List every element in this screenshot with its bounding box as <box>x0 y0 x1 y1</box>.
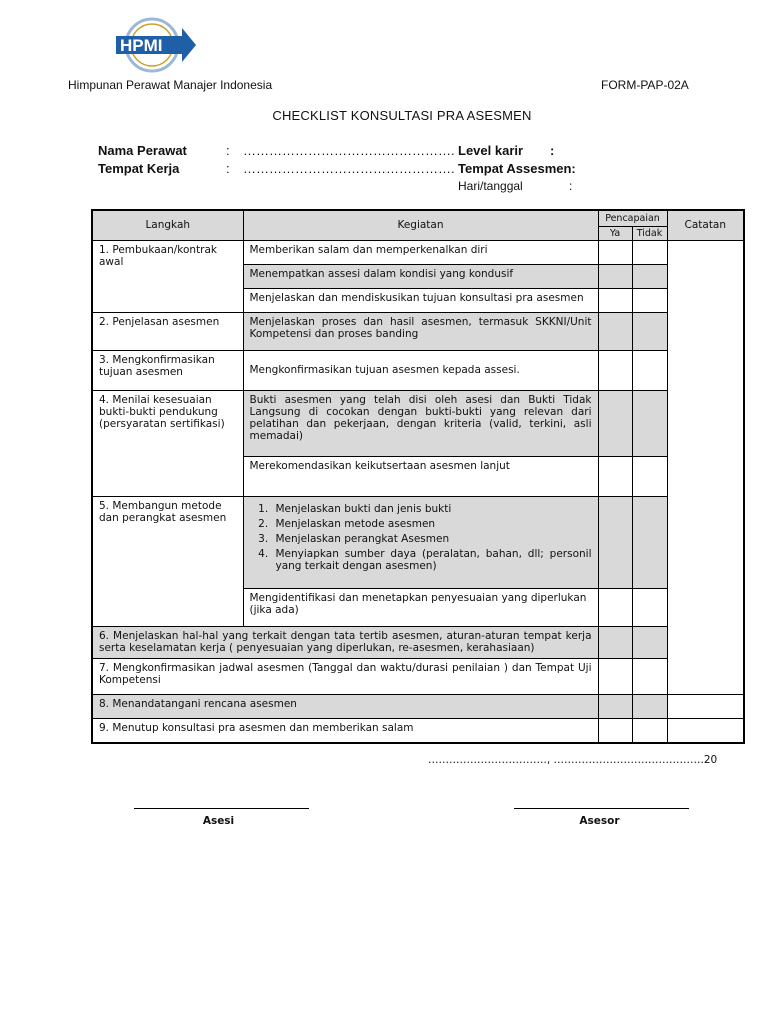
header-pencapaian: Pencapaian <box>598 210 667 226</box>
colon: : <box>550 143 555 158</box>
activity-5a <box>243 496 598 588</box>
catatan-cell[interactable] <box>667 718 744 743</box>
check-ya[interactable] <box>598 658 632 694</box>
activity-1a: Memberikan salam dan memperkenalkan diri <box>243 240 598 264</box>
check-tidak[interactable] <box>632 312 667 350</box>
page-title: CHECKLIST KONSULTASI PRA ASESMEN <box>272 108 532 123</box>
check-tidak[interactable] <box>632 456 667 496</box>
check-tidak[interactable] <box>632 264 667 288</box>
header-tidak: Tidak <box>632 226 667 240</box>
check-tidak[interactable] <box>632 350 667 390</box>
header-ya: Ya <box>598 226 632 240</box>
list-item: 2. Menjelaskan metode asesmen <box>272 518 592 530</box>
check-ya[interactable] <box>598 456 632 496</box>
activity-4b: Merekomendasikan keikutsertaan asesmen lanjut <box>243 456 598 496</box>
check-ya[interactable] <box>598 350 632 390</box>
activity-3a: Mengkonfirmasikan tujuan asesmen kepada assesi. <box>243 350 598 390</box>
asesi-label: Asesi <box>202 815 235 827</box>
asesor-signature-line[interactable] <box>514 808 689 809</box>
hpmi-logo <box>112 16 198 74</box>
list-item: 1. Menjelaskan bukti dan jenis bukti <box>272 503 592 515</box>
asesor-label: Asesor <box>579 815 620 827</box>
check-tidak[interactable] <box>632 390 667 456</box>
hari-tanggal-label: Hari/tanggal <box>458 179 523 193</box>
check-ya[interactable] <box>598 240 632 264</box>
step-7: 7. Mengkonfirmasikan jadwal asesmen (Tanggal dan waktu/durasi penilaian ) dan Tempat Uji Kompetensi <box>92 658 598 694</box>
step-8: 8. Menandatangani rencana asesmen <box>92 694 598 718</box>
check-tidak[interactable] <box>632 718 667 743</box>
catatan-cell[interactable] <box>667 240 744 694</box>
header-langkah: Langkah <box>92 210 243 240</box>
tempat-kerja-label: Tempat Kerja <box>98 161 180 176</box>
form-code: FORM-PAP-02A <box>601 78 689 92</box>
activity-4a: Bukti asesmen yang telah disi oleh asesi dan Bukti Tidak Langsung di cocokan dengan bukti-bukti yang relevan dari pelatihan dan pekerjaan, dengan kriteria (valid, terkini, asli memadai) <box>243 390 598 456</box>
colon: : <box>226 143 230 158</box>
check-ya[interactable] <box>598 694 632 718</box>
colon: : <box>226 161 230 176</box>
step-2: 2. Penjelasan asesmen <box>92 312 243 350</box>
header-catatan: Catatan <box>667 210 744 240</box>
colon: : <box>569 179 573 193</box>
catatan-cell[interactable] <box>667 694 744 718</box>
step-3: 3. Mengkonfirmasikan tujuan asesmen <box>92 350 243 390</box>
step-4: 4. Menilai kesesuaian bukti-bukti pendukung (persyaratan sertifikasi) <box>92 390 243 496</box>
nama-perawat-field[interactable]: …………………………………………. <box>243 143 455 158</box>
activity-2a: Menjelaskan proses dan hasil asesmen, termasuk SKKNI/Unit Kompetensi dan proses banding <box>243 312 598 350</box>
nama-perawat-label: Nama Perawat <box>98 143 187 158</box>
header-kegiatan: Kegiatan <box>243 210 598 240</box>
check-tidak[interactable] <box>632 240 667 264</box>
check-ya[interactable] <box>598 626 632 658</box>
check-ya[interactable] <box>598 390 632 456</box>
logo-text: HPMI <box>120 36 163 55</box>
check-ya[interactable] <box>598 288 632 312</box>
activity-5b: Mengidentifikasi dan menetapkan penyesuaian yang diperlukan (jika ada) <box>243 588 598 626</box>
date-line[interactable]: ……………………………., …………………………………….20 <box>428 754 718 766</box>
check-tidak[interactable] <box>632 626 667 658</box>
step-5: 5. Membangun metode dan perangkat asesmen <box>92 496 243 626</box>
tempat-kerja-field[interactable]: …………………………………………. <box>243 161 455 176</box>
check-tidak[interactable] <box>632 658 667 694</box>
check-ya[interactable] <box>598 496 632 588</box>
check-tidak[interactable] <box>632 694 667 718</box>
check-tidak[interactable] <box>632 496 667 588</box>
check-tidak[interactable] <box>632 288 667 312</box>
asesi-signature-line[interactable] <box>134 808 309 809</box>
activity-1c: Menjelaskan dan mendiskusikan tujuan konsultasi pra asesmen <box>243 288 598 312</box>
organization-name: Himpunan Perawat Manajer Indonesia <box>68 78 273 92</box>
step-9: 9. Menutup konsultasi pra asesmen dan memberikan salam <box>92 718 598 743</box>
check-ya[interactable] <box>598 312 632 350</box>
tempat-asesmen-label: Tempat Assesmen: <box>458 161 576 176</box>
check-ya[interactable] <box>598 264 632 288</box>
step-6: 6. Menjelaskan hal-hal yang terkait dengan tata tertib asesmen, aturan-aturan tempat kerja serta keselamatan kerja ( penyesuaian yang diperlukan, re-asesmen, kerahasiaan) <box>92 626 598 658</box>
check-tidak[interactable] <box>632 588 667 626</box>
check-ya[interactable] <box>598 718 632 743</box>
check-ya[interactable] <box>598 588 632 626</box>
list-item: 4. Menyiapkan sumber daya (peralatan, bahan, dll; personil yang terkait dengan asesmen) <box>272 548 592 572</box>
list-item: 3. Menjelaskan perangkat Asesmen <box>272 533 592 545</box>
activity-1b: Menempatkan assesi dalam kondisi yang kondusif <box>243 264 598 288</box>
level-karir-label: Level karir <box>458 143 524 158</box>
checklist-table <box>91 209 745 744</box>
step-1: 1. Pembukaan/kontrak awal <box>92 240 243 312</box>
